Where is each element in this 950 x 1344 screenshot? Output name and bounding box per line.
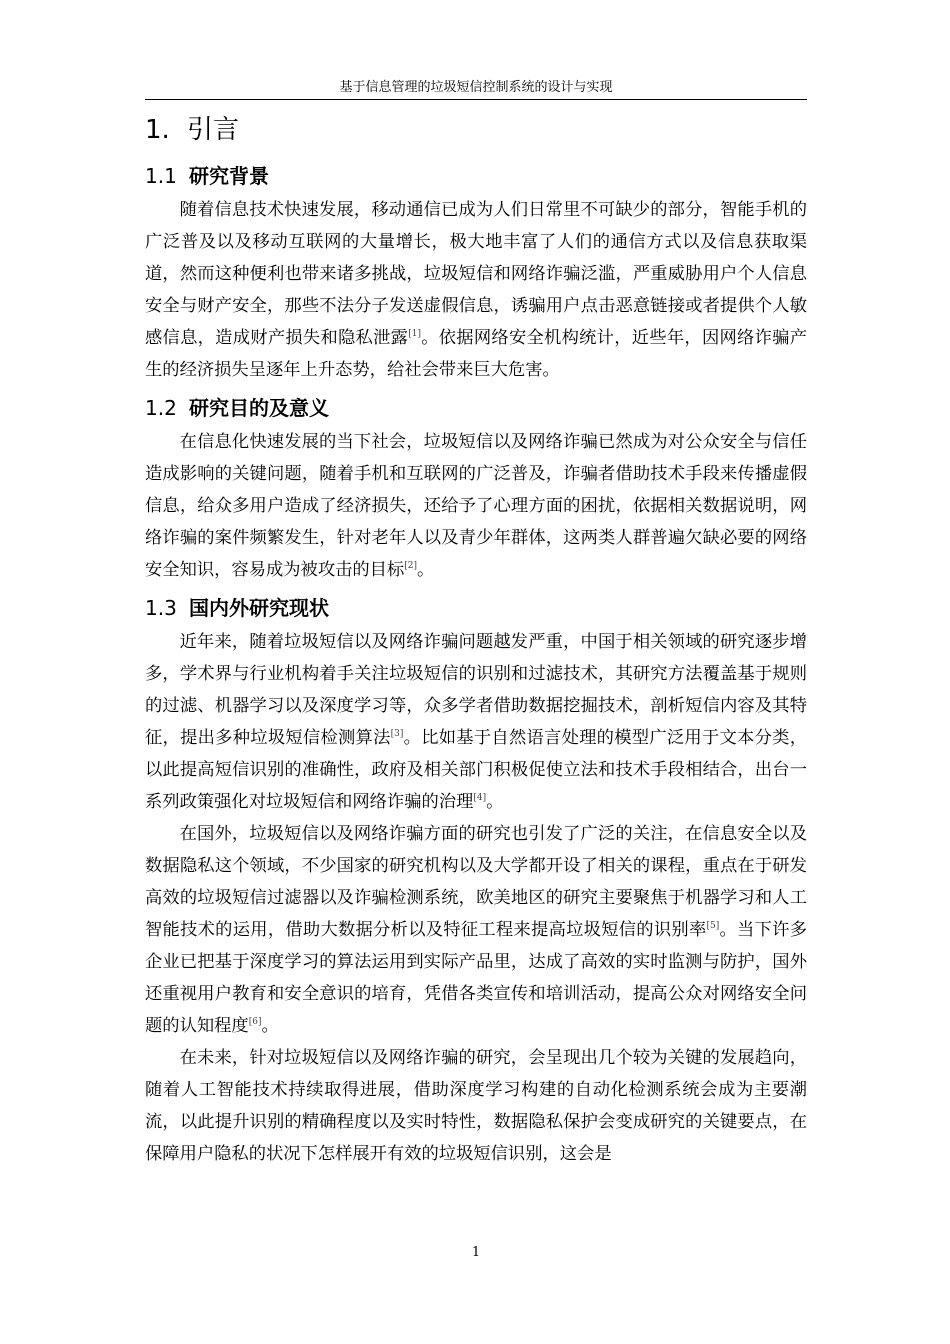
paragraph	[145, 626, 807, 818]
chapter-heading	[145, 108, 807, 154]
citation: [2]	[404, 561, 417, 571]
paragraph-text: 。	[261, 1016, 279, 1036]
citation: [3]	[390, 729, 404, 739]
paragraph-text: 。	[486, 792, 504, 812]
section-title: 研究背景	[189, 164, 269, 188]
section-heading	[145, 392, 807, 424]
citation: [4]	[473, 793, 487, 803]
section-heading	[145, 160, 807, 192]
page-body	[145, 108, 807, 1170]
section-number: 1.3	[145, 596, 177, 620]
paragraph-text: 。	[416, 560, 435, 580]
paragraph-text: 。比如基于自然语言处理的模型广泛用于文本分类，以此提高短信识别的准确性，政府及相关部门积极促使立法和技术手段相结合，出台一系列政策强化对垃圾短信和网络诈骗的治理	[145, 728, 807, 812]
citation: [1]	[408, 329, 421, 339]
paragraph-text: 在信息化快速发展的当下社会，垃圾短信以及网络诈骗已然成为对公众安全与信任造成影响的关键问题，随着手机和互联网的广泛普及，诈骗者借助技术手段来传播虚假信息，给众多用户造成了经济损失，还给予了心理方面的困扰，依据相关数据说明，网络诈骗的案件频繁发生，针对老年人以及青少年群体，这两类人群普遍欠缺必要的网络安全知识，容易成为被攻击的目标	[145, 432, 807, 580]
header-rule	[145, 99, 807, 100]
section-heading	[145, 592, 807, 624]
paragraph-text: 近年来，随着垃圾短信以及网络诈骗问题越发严重，中国于相关领域的研究逐步增多，学术界与行业机构着手关注垃圾短信的识别和过滤技术，其研究方法覆盖基于规则的过滤、机器学习以及深度学习等，众多学者借助数据挖掘技术，剖析短信内容及其特征，提出多种垃圾短信检测算法	[145, 632, 807, 748]
paragraph	[145, 818, 807, 1042]
section-title: 国内外研究现状	[189, 596, 329, 620]
section-title: 研究目的及意义	[189, 396, 329, 420]
paragraph	[145, 426, 807, 586]
paragraph-text: 。当下许多企业已把基于深度学习的算法运用到实际产品里，达成了高效的实时监测与防护，国外还重视用户教育和安全意识的培育，凭借各类宣传和培训活动，提高公众对网络安全问题的认知程度	[145, 920, 807, 1036]
paragraph-text: 在未来，针对垃圾短信以及网络诈骗的研究，会呈现出几个较为关键的发展趋向，随着人工智能技术持续取得进展，借助深度学习构建的自动化检测系统会成为主要潮流，以此提升识别的精确程度以及实时特性，数据隐私保护会变成研究的关键要点，在保障用户隐私的状况下怎样展开有效的垃圾短信识别，这会是	[145, 1048, 807, 1164]
chapter-number: 1.	[145, 115, 170, 145]
paragraph	[145, 1042, 807, 1170]
running-header: 基于信息管理的垃圾短信控制系统的设计与实现	[339, 80, 613, 95]
section-number: 1.1	[145, 164, 177, 188]
paragraph	[145, 194, 807, 386]
chapter-title: 引言	[187, 115, 240, 145]
paragraph-text: 。依据网络安全机构统计，近些年，因网络诈骗产生的经济损失呈逐年上升态势，给社会带来巨大危害。	[145, 328, 807, 380]
citation: [5]	[706, 921, 720, 931]
page-number: 1	[471, 1245, 481, 1260]
section-number: 1.2	[145, 396, 177, 420]
citation: [6]	[248, 1017, 262, 1027]
paragraph-text: 在国外，垃圾短信以及网络诈骗方面的研究也引发了广泛的关注，在信息安全以及数据隐私这个领域，不少国家的研究机构以及大学都开设了相关的课程，重点在于研发高效的垃圾短信过滤器以及诈骗检测系统，欧美地区的研究主要聚焦于机器学习和人工智能技术的运用，借助大数据分析以及特征工程来提高垃圾短信的识别率	[145, 824, 807, 940]
paragraph-text: 随着信息技术快速发展，移动通信已成为人们日常里不可缺少的部分，智能手机的广泛普及以及移动互联网的大量增长，极大地丰富了人们的通信方式以及信息获取渠道，然而这种便利也带来诸多挑战，垃圾短信和网络诈骗泛滥，严重威胁用户个人信息安全与财产安全，那些不法分子发送虚假信息，诱骗用户点击恶意链接或者提供个人敏感信息，造成财产损失和隐私泄露	[145, 200, 807, 348]
